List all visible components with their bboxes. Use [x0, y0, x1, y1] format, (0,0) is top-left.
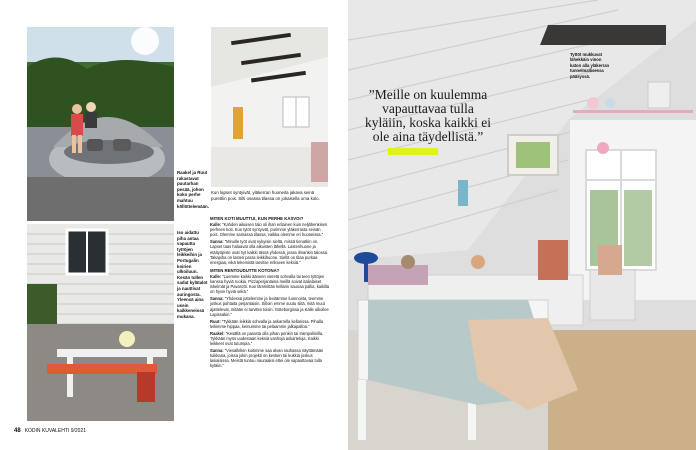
garden-photo-art	[27, 27, 174, 221]
paragraph-text: ”Yhdessä juttelemme ja levitämme luonnosta, teemme joskus puhtaita perjantaisin. Silloin emme suutu siitä, mitä muut ajattelevat, mitään ei tarvitse toisin. Göteborgissa ja Kalle ulkoilee Lapissakin.”	[210, 296, 329, 317]
loft-photo	[211, 27, 328, 187]
paragraph-text: ”Viesallelkin koitimme saa alvan rauhassa näyttämään tuikkana, joissa jokin projekti on kesken tai kukkia joskus lasiaisissa. Meistä tuntuu nauraaksi ettei ole vapauttavaa tulla kyläiin.”	[210, 348, 324, 369]
paragraph	[210, 348, 330, 368]
paragraph-text: ”Luemme kaikki ääneen vieretä sohvalla tai teen tyttöjen kanssa hyviä ruokia. Pizzaperjantaina meillä soivat italialaiset iskelmät ja Pavarotti. Kun lämmittän kellarin saunaa pallia, kaikilla on hyvin hyviä sekä.”	[210, 273, 330, 295]
paragraph-text: ”Tykkään leikkiä sohvalla ja askarrella kellarissa. Pihalla leikimme hippaa, keinumme tai pelaamme jalkapalloa.”	[210, 318, 324, 329]
paragraph-text: ”Kesällä on parasta olla pihan penkin tai trampoliinilla. Tykkään myös uudestaan keksiä vanhoja askarteluja. Kaikki leikkeet ovat tutumpia.”	[210, 330, 324, 347]
section-heading-2: MITEN RENTOUDUTTE KOTONA?	[210, 267, 280, 273]
section-heading-1: MITEN KOTI MUUTTUI, KUN PERHE KASVOI?	[210, 216, 304, 221]
speaker-name: Kalle:	[210, 273, 222, 279]
paragraph	[210, 239, 330, 264]
house-photo	[27, 224, 174, 421]
loft-caption: Kun lapset syntyivät, yläkerran huoneita jakava seinä purettiin pois. Silti osassa tilassa on jokaisella oma kolo.	[211, 190, 320, 201]
paragraph	[210, 331, 330, 346]
bedroom-photo	[348, 0, 696, 450]
speaker-name: Sanna:	[210, 239, 224, 245]
garden-photo	[27, 27, 174, 221]
loft-photo-art	[211, 27, 328, 187]
pull-quote: ”Meille on kuulemma vapauttavaa tulla kyläiin, koska kaikki ei ole aina täydellistä.”	[365, 87, 491, 144]
quote-highlight	[388, 148, 438, 155]
paragraph	[210, 222, 330, 237]
speaker-name: Sanna:	[210, 348, 224, 354]
garden-caption: Raakel ja Ruut rakastavat puutarhan pesää, johon koko perhe mahtuu köllöttelemään.	[177, 170, 209, 209]
paragraph	[210, 296, 330, 316]
speaker-name: Sanna:	[210, 296, 224, 302]
paragraph	[210, 274, 330, 294]
speaker-name: Kalle:	[210, 222, 222, 228]
right-page	[348, 0, 696, 450]
house-photo-art	[27, 224, 174, 421]
paragraph	[210, 319, 330, 329]
page-folio	[14, 428, 86, 434]
issue-number: 9/2021	[70, 428, 87, 434]
page-number: 48	[14, 428, 21, 434]
paragraph-text: ”Kahden aikuisen talo oli ihan erilainen kuin neljähenkisen perheen koti. Kun tytöt syntyivät, purimme yläkerrasta seinän pois. Olemme samassa tilassa, vaikka olemme eri huoneissa.”	[210, 222, 328, 238]
speaker-name: Raakel:	[210, 330, 225, 336]
house-caption: Iso aidattu piha antaa vapautta tyttöjen leikkeihin ja Portugalin koirien ulkoiluun. Kesän tullen sadat kylätalot ja nauttivat auringosta. Yleensä aina usein kaikkeneissä mukana.	[177, 230, 208, 319]
bedroom-caption: Tyttöt mukkuvat lähekkäin vinon katon alla yläkerran tunnelmallisessa pääsyssä.	[570, 52, 610, 79]
paragraph-text: ”Minulle työt ovat nykyisin sieltä, missä tienatkin on. Lapset taas haluavat olla aikuisten lähellä. Lastenhuone ja etäityöpiste ovat nyt kaikki tässä yhdessä, jossa ilmankin talossa. Takapiha on lasten paras leikkihuone. Siellä on tilaa purkaa energiaa, eikä tekemistä tarvitse erikseen keksiä.”	[210, 239, 329, 265]
speaker-name: Ruut:	[210, 318, 221, 324]
magazine-name: KODIN KUVALEHTI	[24, 428, 70, 434]
article-body	[210, 213, 330, 371]
